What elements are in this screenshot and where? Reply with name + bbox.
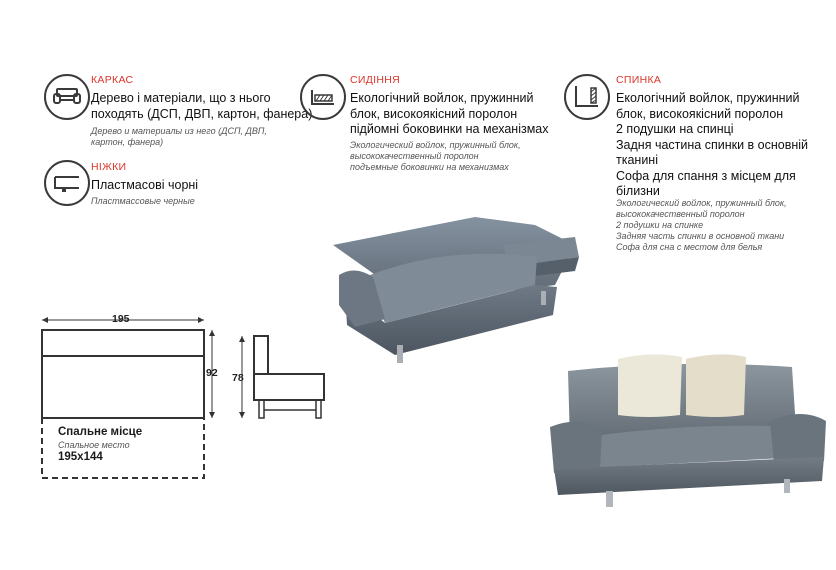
height-value: 92 — [206, 367, 218, 379]
sleeping-label-ru: Спальное место — [58, 440, 130, 450]
width-value: 195 — [112, 313, 130, 325]
seat-icon-circle — [300, 74, 346, 120]
back-heading: СПИНКА — [616, 74, 662, 86]
seat-description-ua: Екологічний войлок, пружинний блок, високоякісний поролон підйомні боковинки на механізмах — [350, 91, 549, 136]
back-description-ru: Экологический войлок, пружинный блок, высококачественный поролон 2 подушки на спинке Задняя часть спинки в основной ткани Софа для сна с местом для белья — [616, 198, 787, 252]
pillow-left — [618, 354, 682, 417]
sofa-front-view — [42, 330, 204, 418]
frame-description-ru: Дерево и материалы из него (ДСП, ДВП, картон, фанера) — [91, 126, 267, 147]
sleeping-label-ua: Спальне місце — [58, 426, 143, 438]
legs-heading: НІЖКИ — [91, 161, 127, 173]
back-description-ua: Екологічний войлок, пружинний блок, високоякісний поролон 2 подушки на спинці Задня частина спинки в основній тканині Софа для спання з місцем для білизни — [616, 91, 808, 198]
seat-height-value: 78 — [232, 372, 244, 384]
sleeping-size-value: 195x144 — [58, 451, 103, 463]
legs-description-ru: Пластмассовые черные — [91, 196, 195, 206]
frame-icon-circle — [44, 74, 90, 120]
pillow-right — [686, 354, 746, 417]
backrest-cross-section-icon — [566, 76, 608, 118]
seat-heading: СИДІННЯ — [350, 74, 401, 86]
seat-description-ru: Экологический войлок, пружинный блок, высококачественный поролон подъемные боковинки на механизмах — [350, 140, 521, 172]
frame-heading: КАРКАС — [91, 74, 134, 86]
sofa-icon — [46, 76, 88, 118]
sofa-leg-icon — [46, 162, 88, 204]
sofa-photo-folded — [540, 345, 832, 513]
sofa-side-view — [254, 336, 324, 400]
frame-description-ua: Дерево і матеріали, що з нього походять (ДСП, ДВП, картон, фанера) — [91, 91, 313, 121]
back-icon-circle — [564, 74, 610, 120]
legs-description-ua: Пластмасові чорні — [91, 178, 199, 192]
seat-cross-section-icon — [302, 76, 344, 118]
legs-icon-circle — [44, 160, 90, 206]
